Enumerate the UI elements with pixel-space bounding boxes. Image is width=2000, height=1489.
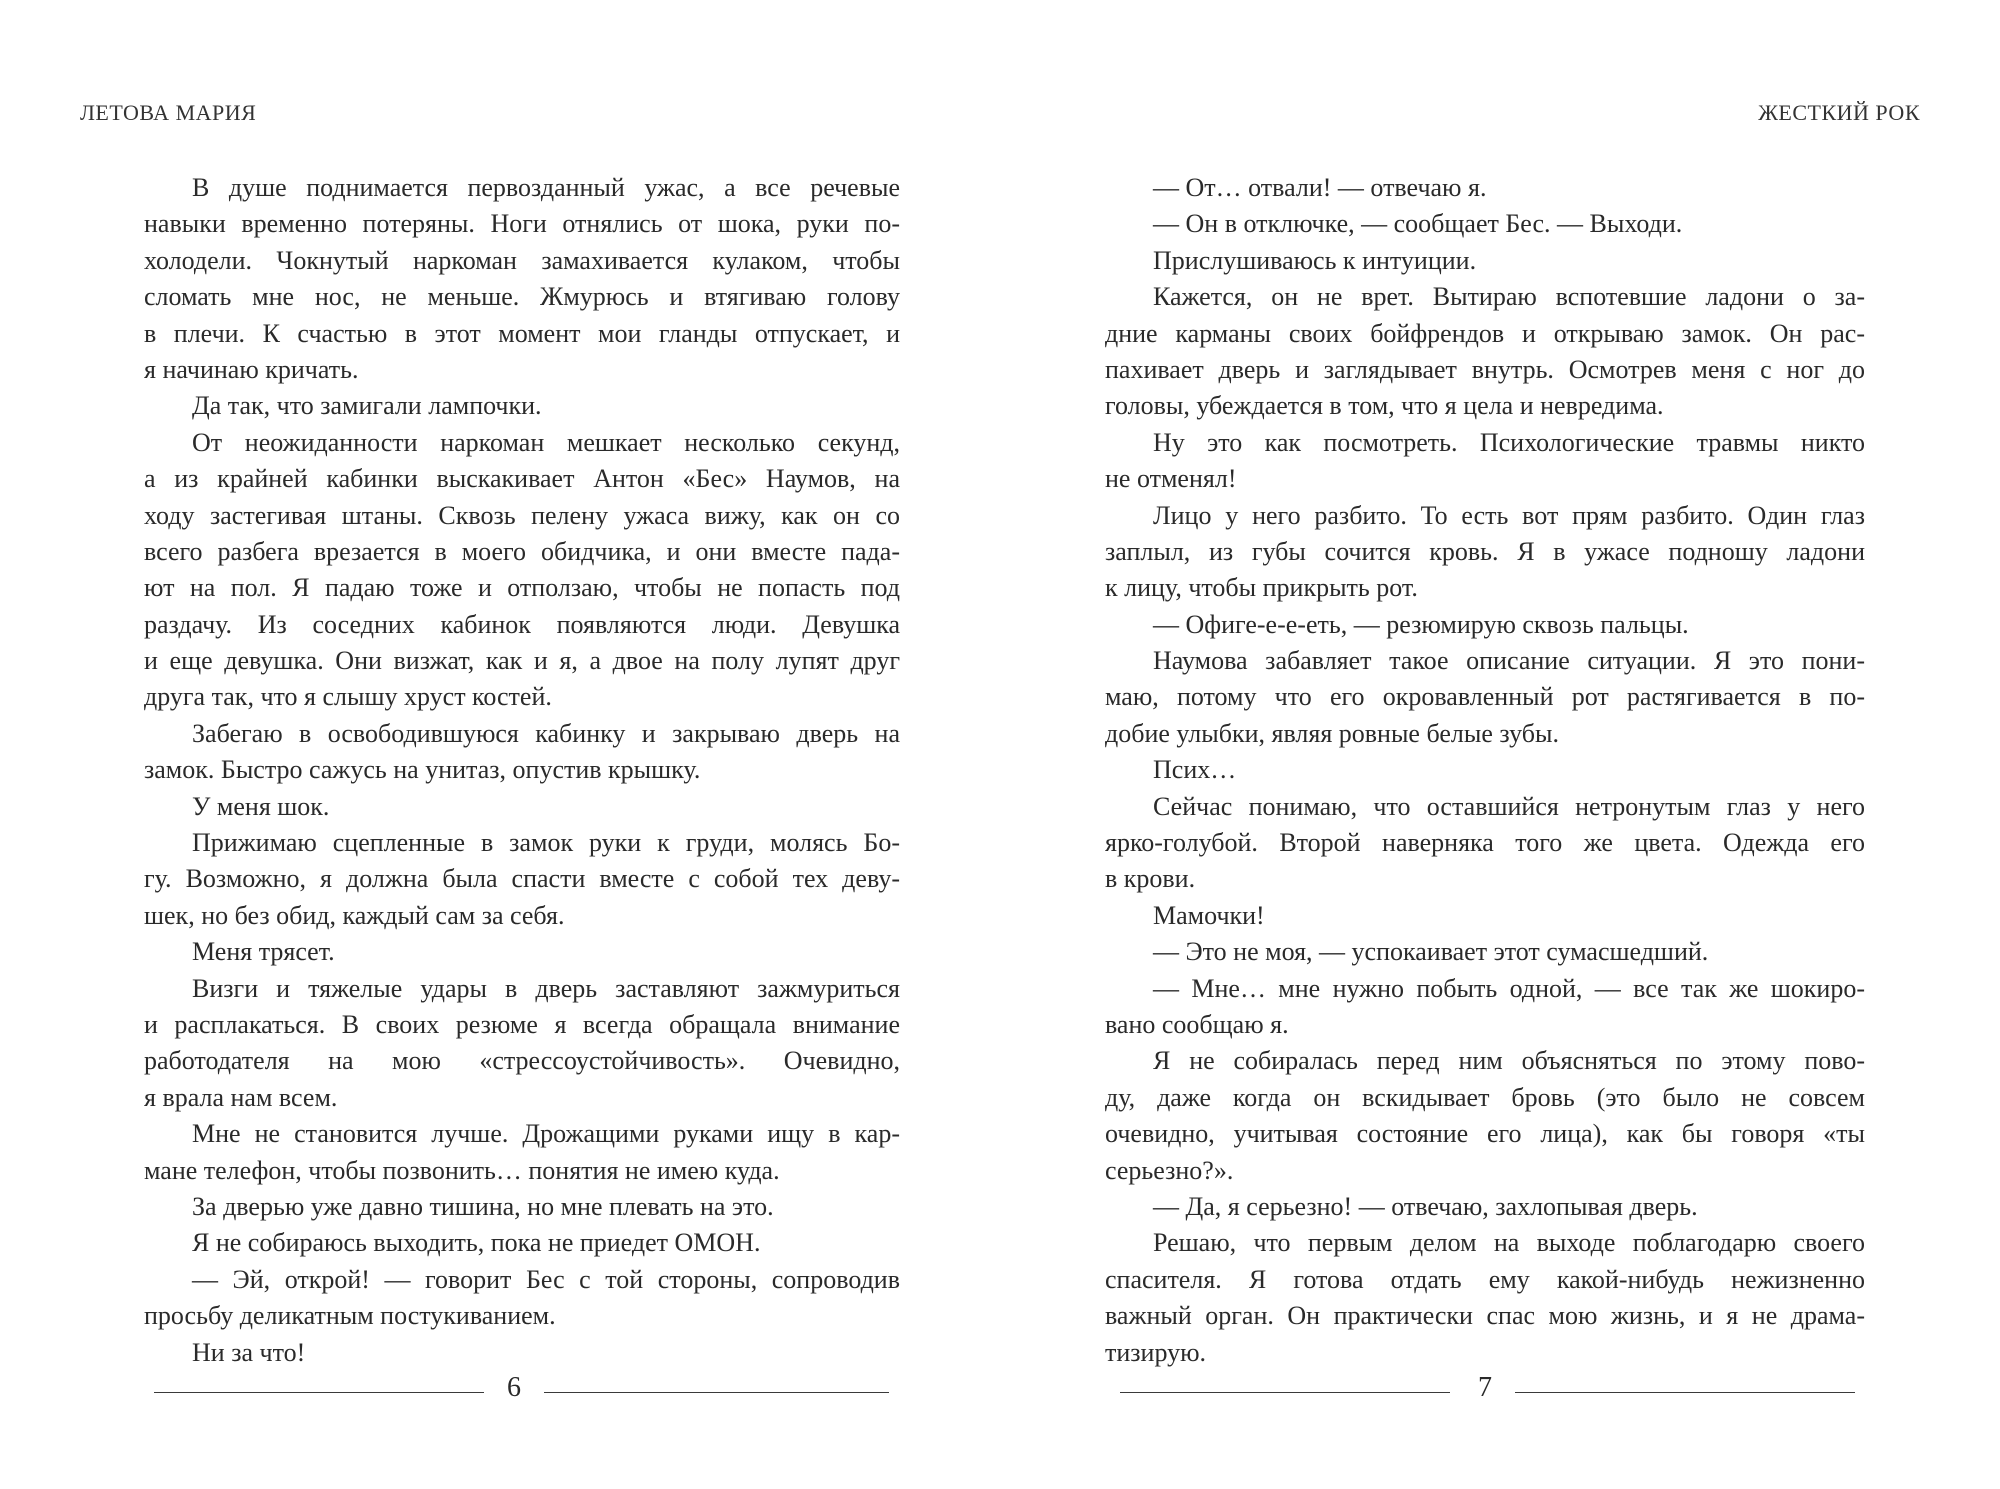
text-line: я начинаю кричать. [144, 354, 359, 384]
text-line: и еще девушка. Они визжат, как и я, а двое на полу лупят друг [144, 646, 900, 676]
text-line: За дверью уже давно тишина, но мне плевать на это. [192, 1191, 774, 1221]
left-folio [144, 1372, 904, 1412]
text-line: сломать мне нос, не меньше. Жмурюсь и втягиваю голову [144, 282, 900, 312]
text-line: дние карманы своих бойфрендов и открываю замок. Он рас- [1105, 318, 1865, 348]
text-line: ярко-голубой. Второй наверняка того же цвета. Одежда его [1105, 828, 1865, 858]
running-head-author: ЛЕТОВА МАРИЯ [80, 100, 257, 125]
text-line: ют на пол. Я падаю тоже и отползаю, чтобы не попасть под [144, 573, 900, 603]
folio-rule [1120, 1392, 1450, 1393]
text-line: — Это не моя, — успокаивает этот сумасшедший. [1153, 937, 1709, 967]
text-line: раздачу. Из соседних кабинок появляются люди. Девушка [144, 609, 900, 639]
text-line: Прижимаю сцепленные в замок руки к груди, молясь Бо- [192, 828, 900, 858]
text-line: От неожиданности наркоман мешкает несколько секунд, [192, 427, 900, 457]
text-line: серьезно?». [1105, 1155, 1234, 1185]
text-line: Ну это как посмотреть. Психологические травмы никто [1153, 427, 1865, 457]
page-number: 7 [1478, 1372, 1492, 1403]
text-line: в плечи. К счастью в этот момент мои гланды отпускает, и [144, 318, 900, 348]
text-line: тизирую. [1105, 1337, 1207, 1367]
running-head-title: ЖЕСТКИЙ РОК [1758, 100, 1920, 125]
text-line: Псих… [1153, 755, 1237, 785]
text-line: маю, потому что его окровавленный рот растягивается в по- [1105, 682, 1865, 712]
text-line: Прислушиваюсь к интуиции. [1153, 245, 1477, 275]
text-line: У меня шок. [192, 791, 330, 821]
left-body-text [144, 170, 900, 1371]
text-line: мане телефон, чтобы позвонить… понятия не имею куда. [144, 1155, 780, 1185]
right-folio [1105, 1372, 1865, 1412]
text-line: Кажется, он не врет. Вытираю вспотевшие ладони о за- [1153, 282, 1865, 312]
text-line: замок. Быстро сажусь на унитаз, опустив крышку. [144, 755, 701, 785]
text-line: добие улыбки, являя ровные белые зубы. [1105, 718, 1559, 748]
text-line: вано сообщаю я. [1105, 1009, 1289, 1039]
text-line: важный орган. Он практически спас мою жизнь, и я не драма- [1105, 1301, 1865, 1331]
text-line: в крови. [1105, 864, 1196, 894]
text-line: я врала нам всем. [144, 1082, 338, 1112]
text-line: — От… отвали! — отвечаю я. [1153, 173, 1487, 202]
text-line: — Мне… мне нужно побыть одной, — все так же шокиро- [1153, 973, 1865, 1003]
text-line: не отменял! [1105, 464, 1237, 494]
text-line: головы, убеждается в том, что я цела и невредима. [1105, 391, 1664, 421]
text-line: очевидно, учитывая состояние его лица), как бы говоря «ты [1105, 1119, 1865, 1149]
text-line: Да так, что замигали лампочки. [192, 391, 542, 421]
folio-rule [154, 1392, 484, 1393]
text-line: В душе поднимается первозданный ужас, а все речевые [192, 173, 900, 202]
text-line: работодателя на мою «стрессоустойчивость». Очевидно, [144, 1046, 900, 1076]
text-line: навыки временно потеряны. Ноги отнялись от шока, руки по- [144, 209, 900, 239]
text-line: всего разбега врезается в моего обидчика, и они вместе пада- [144, 536, 900, 566]
text-line: гу. Возможно, я должна была спасти вместе с собой тех деву- [144, 864, 900, 894]
text-line: Решаю, что первым делом на выходе поблагодарю своего [1153, 1228, 1865, 1258]
text-line: Я не собиралась перед ним объясняться по этому пово- [1153, 1046, 1865, 1076]
folio-rule [1515, 1392, 1855, 1393]
text-line: пахивает дверь и заглядывает внутрь. Осмотрев меня с ног до [1105, 354, 1865, 384]
text-line: заплыл, из губы сочится кровь. Я в ужасе подношу ладони [1105, 536, 1865, 566]
text-line: и расплакаться. В своих резюме я всегда обращала внимание [144, 1009, 900, 1039]
text-line: — Офиге-е-е-еть, — резюмирую сквозь пальцы. [1153, 609, 1689, 639]
text-line: просьбу деликатным постукиванием. [144, 1301, 556, 1331]
text-line: Мамочки! [1153, 900, 1265, 930]
text-line: — Да, я серьезно! — отвечаю, захлопывая дверь. [1153, 1191, 1698, 1221]
right-page [1000, 0, 2000, 1489]
text-line: шек, но без обид, каждый сам за себя. [144, 900, 565, 930]
text-line: Я не собираюсь выходить, пока не приедет ОМОН. [192, 1228, 761, 1258]
text-line: Меня трясет. [192, 937, 335, 967]
text-line: — Он в отключке, — сообщает Бес. — Выходи. [1153, 209, 1683, 239]
text-line: Визги и тяжелые удары в дверь заставляют зажмуриться [192, 973, 900, 1003]
text-line: к лицу, чтобы прикрыть рот. [1105, 573, 1418, 603]
text-line: друга так, что я слышу хруст костей. [144, 682, 552, 712]
text-line: Мне не становится лучше. Дрожащими руками ищу в кар- [192, 1119, 900, 1149]
text-line: Лицо у него разбито. То есть вот прям разбито. Один глаз [1153, 500, 1865, 530]
text-line: Сейчас понимаю, что оставшийся нетронутым глаз у него [1153, 791, 1865, 821]
text-line: — Эй, открой! — говорит Бес с той стороны, сопроводив [192, 1264, 900, 1294]
folio-rule [544, 1392, 889, 1393]
text-line: Ни за что! [192, 1337, 306, 1367]
right-body-text [1105, 170, 1865, 1371]
text-line: холодели. Чокнутый наркоман замахивается кулаком, чтобы [144, 245, 900, 275]
text-line: а из крайней кабинки выскакивает Антон «Бес» Наумов, на [144, 464, 900, 494]
text-line: ду, даже когда он вскидывает бровь (это было не совсем [1105, 1082, 1865, 1112]
text-line: спасителя. Я готова отдать ему какой-нибудь нежизненно [1105, 1264, 1865, 1294]
page-number: 6 [507, 1372, 521, 1403]
text-line: ходу застегивая штаны. Сквозь пелену ужаса вижу, как он со [144, 500, 900, 530]
text-line: Забегаю в освободившуюся кабинку и закрываю дверь на [192, 718, 900, 748]
text-line: Наумова забавляет такое описание ситуации. Я это пони- [1153, 646, 1865, 676]
